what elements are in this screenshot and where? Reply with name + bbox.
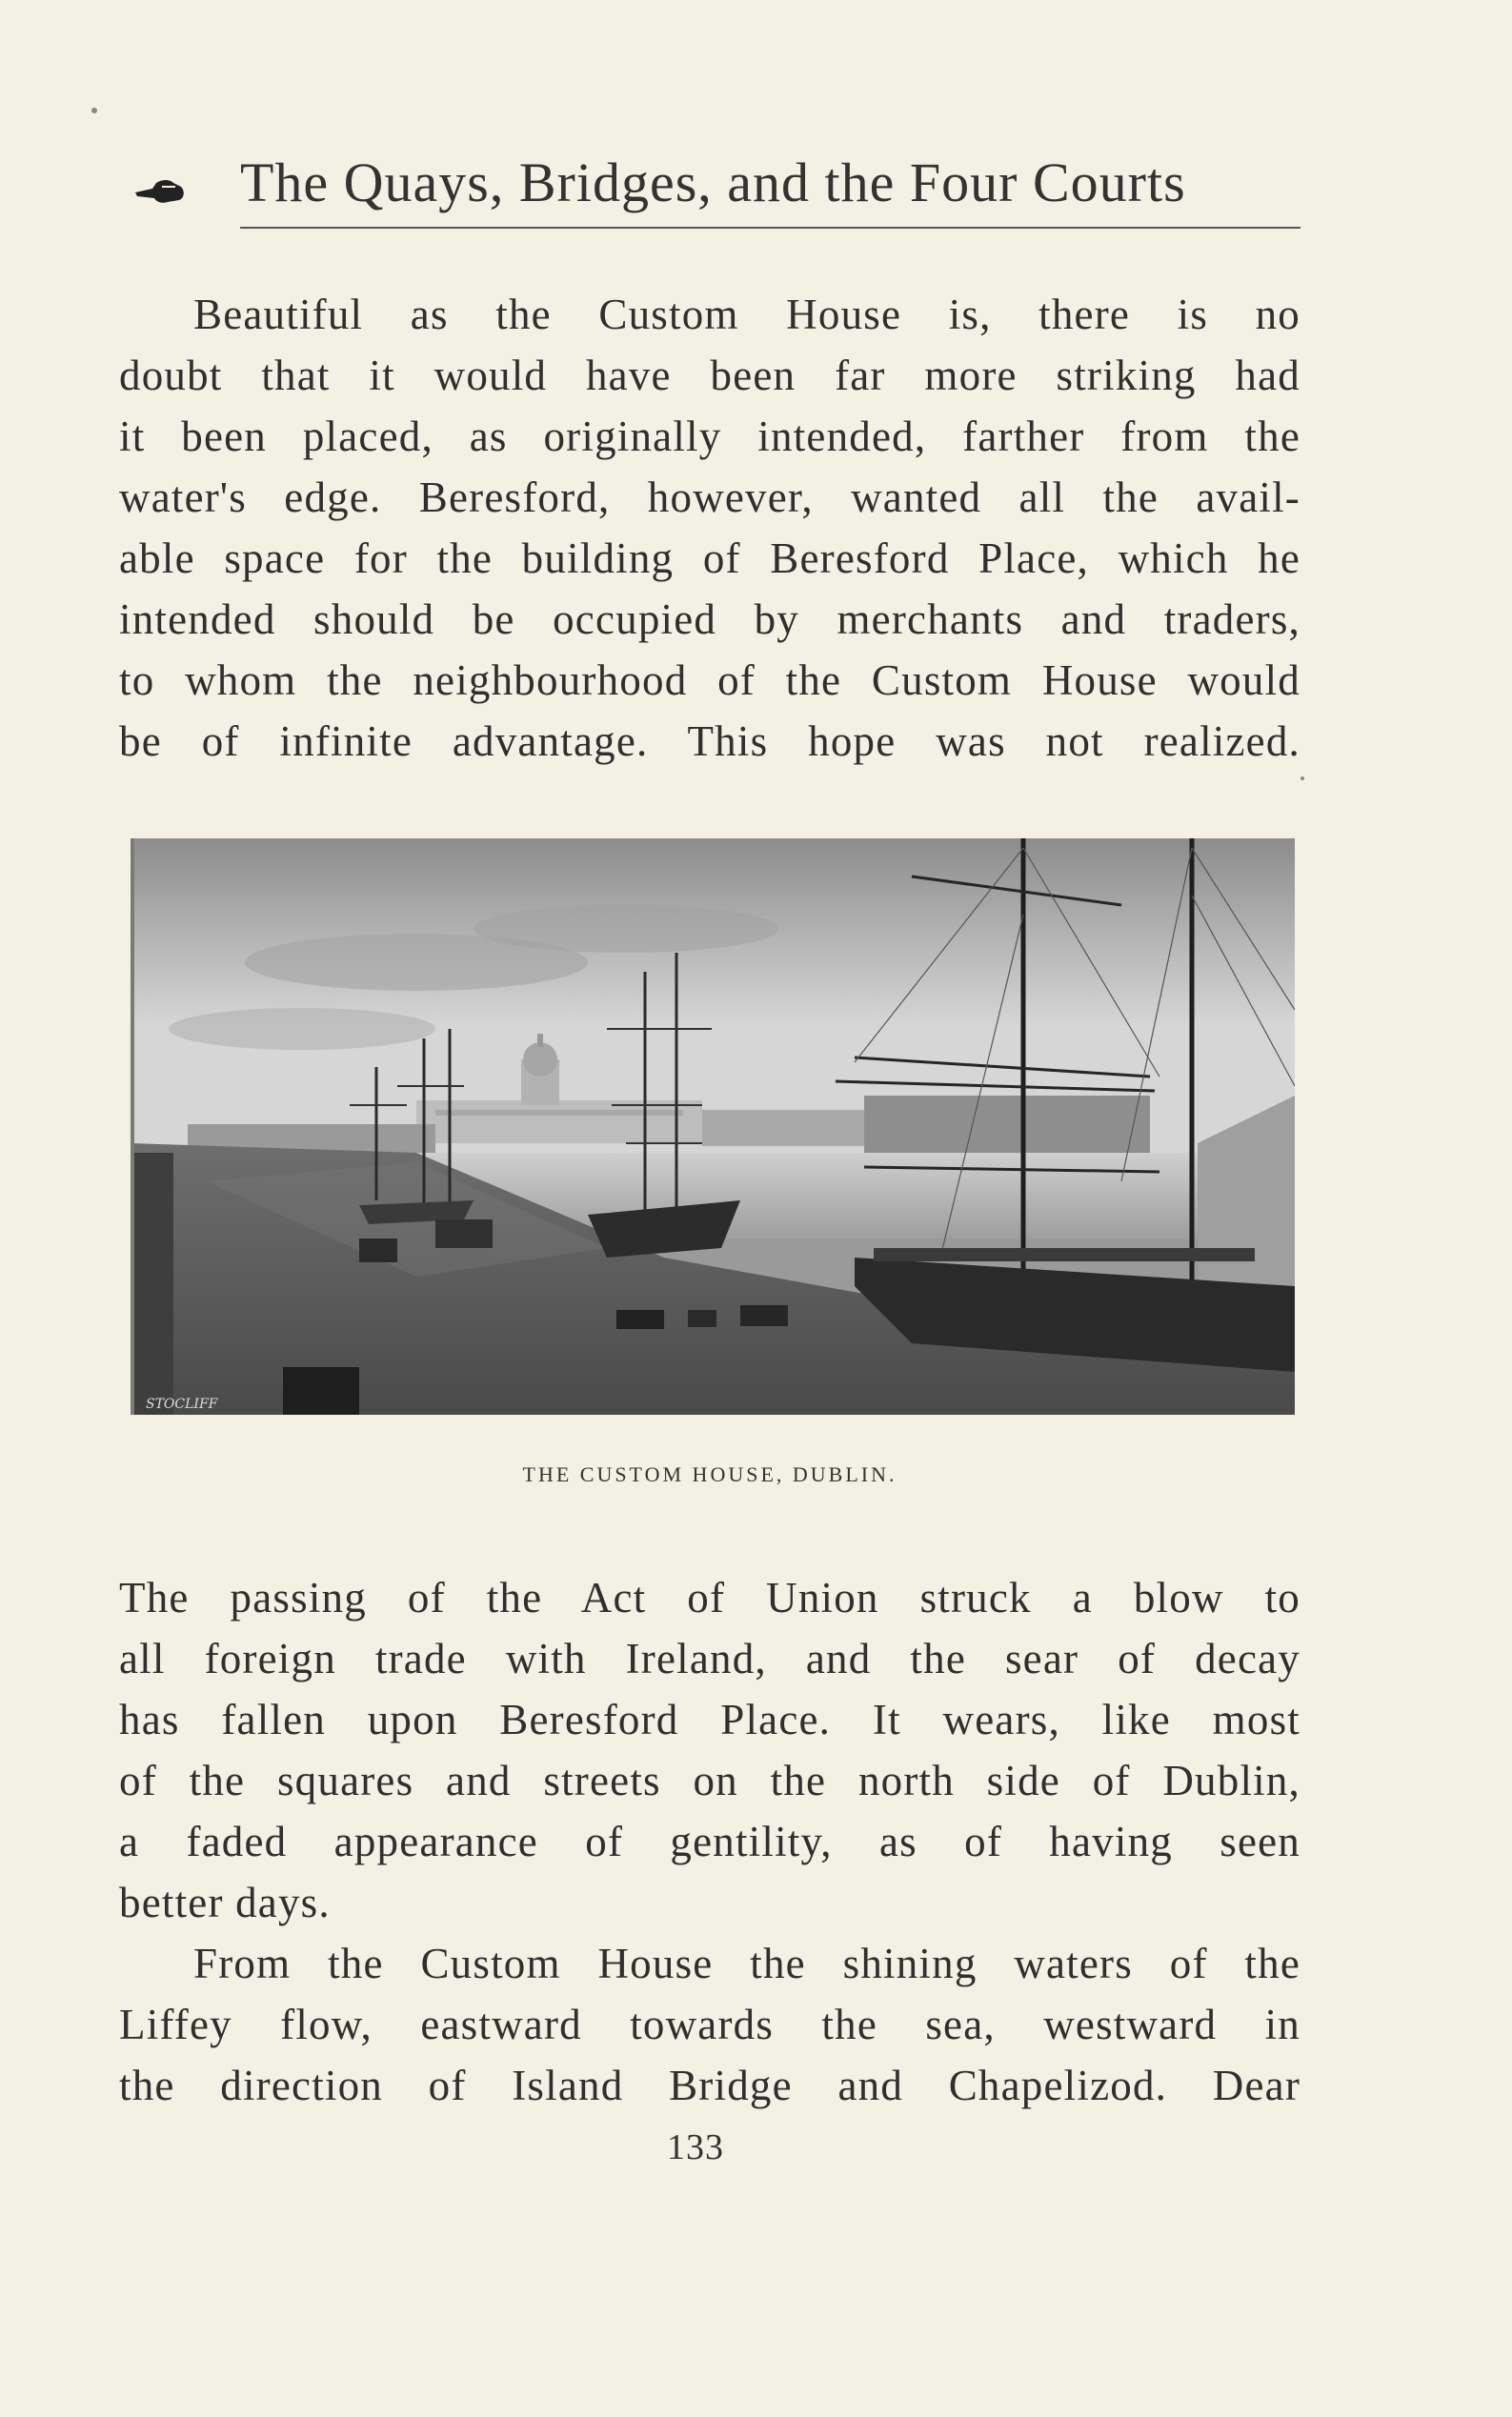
running-head-title: The Quays, Bridges, and the Four Courts bbox=[240, 151, 1186, 213]
text-line: able space for the building of Beresford Place, which he bbox=[119, 534, 1300, 582]
text-line: From the Custom House the shining waters of the bbox=[193, 1940, 1300, 1987]
page-number: 133 bbox=[667, 2127, 724, 2167]
text-line: it been placed, as originally intended, farther from the bbox=[119, 413, 1300, 460]
text-line: The passing of the Act of Union struck a blow to bbox=[119, 1574, 1300, 1621]
running-head-rule bbox=[240, 227, 1300, 229]
custom-house-photograph bbox=[131, 838, 1295, 1415]
text-line: Liffey flow, eastward towards the sea, westward in bbox=[119, 2001, 1300, 2048]
text-line: a faded appearance of gentility, as of having seen bbox=[119, 1818, 1300, 1865]
print-speck bbox=[1300, 776, 1304, 780]
text-line: water's edge. Beresford, however, wanted all the avail- bbox=[119, 473, 1300, 521]
running-head bbox=[133, 143, 1300, 229]
photograph-illustration bbox=[131, 838, 1295, 1415]
text-line: to whom the neighbourhood of the Custom House would bbox=[119, 656, 1300, 704]
text-line: Beautiful as the Custom House is, there is no bbox=[193, 291, 1300, 338]
paragraph-3 bbox=[119, 1933, 1300, 2116]
text-line: has fallen upon Beresford Place. It wears, like most bbox=[119, 1696, 1300, 1743]
text-line: intended should be occupied by merchants and traders, bbox=[119, 595, 1300, 643]
text-line: the direction of Island Bridge and Chapelizod. Dear bbox=[119, 2062, 1300, 2109]
text-line: of the squares and streets on the north side of Dublin, bbox=[119, 1757, 1300, 1804]
paragraph-1 bbox=[119, 284, 1300, 772]
text-line: all foreign trade with Ireland, and the sear of decay bbox=[119, 1635, 1300, 1682]
print-speck bbox=[91, 108, 97, 113]
figure-caption: THE CUSTOM HOUSE, DUBLIN. bbox=[522, 1462, 897, 1486]
paragraph-2 bbox=[119, 1567, 1300, 1933]
photographer-signature: STOCLIFF bbox=[146, 1397, 218, 1412]
text-line: be of infinite advantage. This hope was not realized. bbox=[119, 717, 1300, 765]
text-line: doubt that it would have been far more striking had bbox=[119, 352, 1300, 399]
text-line: better days. bbox=[119, 1879, 331, 1926]
pointing-hand-icon bbox=[133, 171, 187, 210]
